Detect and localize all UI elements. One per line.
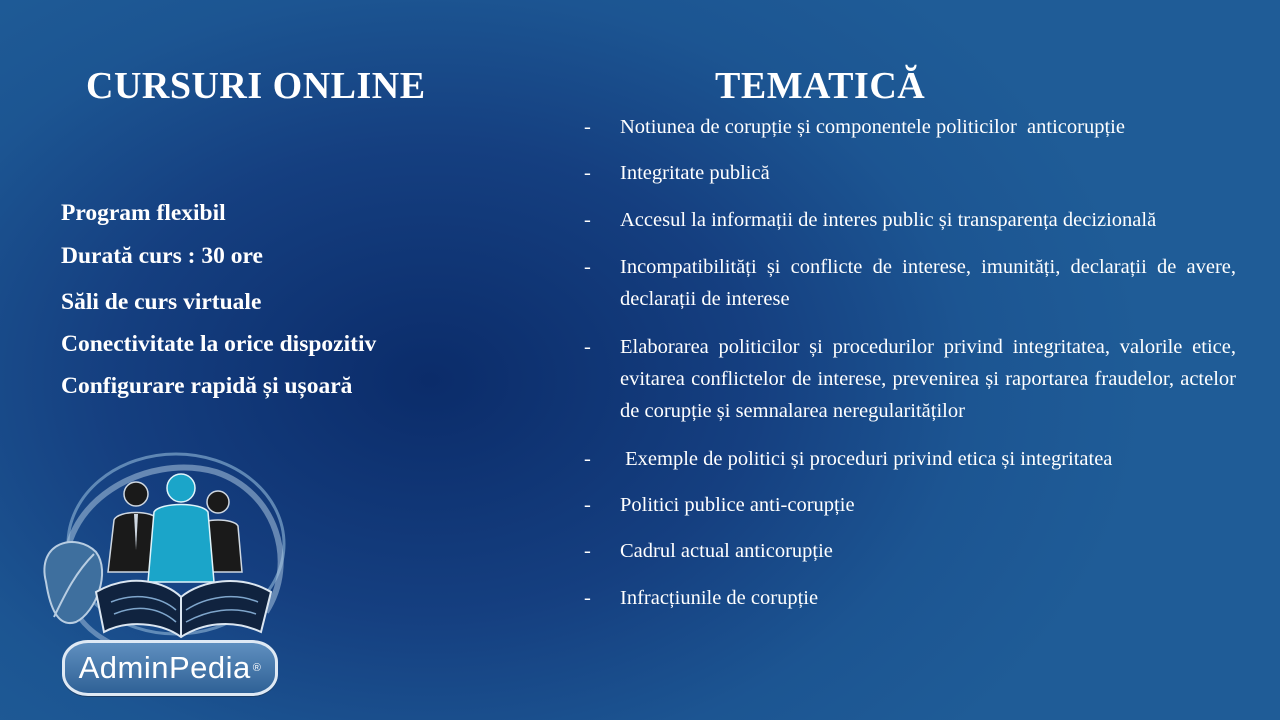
topic-item [584, 157, 1236, 189]
adminpedia-logo [36, 432, 298, 702]
topic-text: Infracțiunile de corupție [620, 587, 819, 609]
topic-item [584, 331, 1236, 427]
topic-item [584, 535, 1236, 567]
topic-bullet: - [584, 587, 591, 609]
feature-conectivitate: Conectivitate la orice dispozitiv [61, 331, 377, 357]
logo-wordmark [62, 640, 278, 696]
topic-text: Politici publice anti-corupție [620, 494, 855, 516]
topic-bullet: - [584, 494, 591, 516]
topic-bullet: - [584, 448, 591, 470]
topic-item [584, 443, 1236, 475]
registered-mark: ® [252, 662, 262, 674]
topic-item [584, 582, 1236, 614]
logo-name: AdminPedia [78, 650, 251, 685]
cursuri-online-heading: CURSURI ONLINE [86, 65, 426, 107]
topic-bullet: - [584, 209, 591, 231]
topic-text: Integritate publică [620, 162, 770, 184]
topic-text: Exemple de politici și proceduri privind etica și integritatea [620, 448, 1113, 470]
topic-text: Elaborarea politicilor și procedurilor privind integritatea, valorile etice, evitarea conflictelor de interese, prevenirea și raportarea fraudelor, actelor de corupție și semnalarea neregularităților [620, 336, 1236, 422]
topic-bullet: - [584, 116, 591, 138]
feature-configurare: Configurare rapidă și ușoară [61, 373, 353, 399]
topic-text: Accesul la informații de interes public și transparența decizională [620, 209, 1157, 231]
topic-text: Cadrul actual anticorupție [620, 540, 833, 562]
topic-bullet: - [584, 540, 591, 562]
topic-bullet: - [584, 336, 591, 358]
topic-bullet: - [584, 162, 591, 184]
topic-text: Notiunea de corupție și componentele politicilor anticorupție [620, 116, 1125, 138]
topic-item [584, 489, 1236, 521]
topic-bullet: - [584, 256, 591, 278]
topic-item [584, 251, 1236, 315]
feature-durata-curs: Durată curs : 30 ore [61, 243, 263, 269]
topic-item [584, 204, 1236, 236]
tematica-heading: TEMATICĂ [715, 65, 926, 107]
topic-text: Incompatibilități și conflicte de interese, imunități, declarații de avere, declarații de interese [620, 256, 1236, 310]
feature-program-flexibil: Program flexibil [61, 200, 226, 226]
topic-item [584, 111, 1236, 143]
feature-sali-virtuale: Săli de curs virtuale [61, 289, 262, 315]
